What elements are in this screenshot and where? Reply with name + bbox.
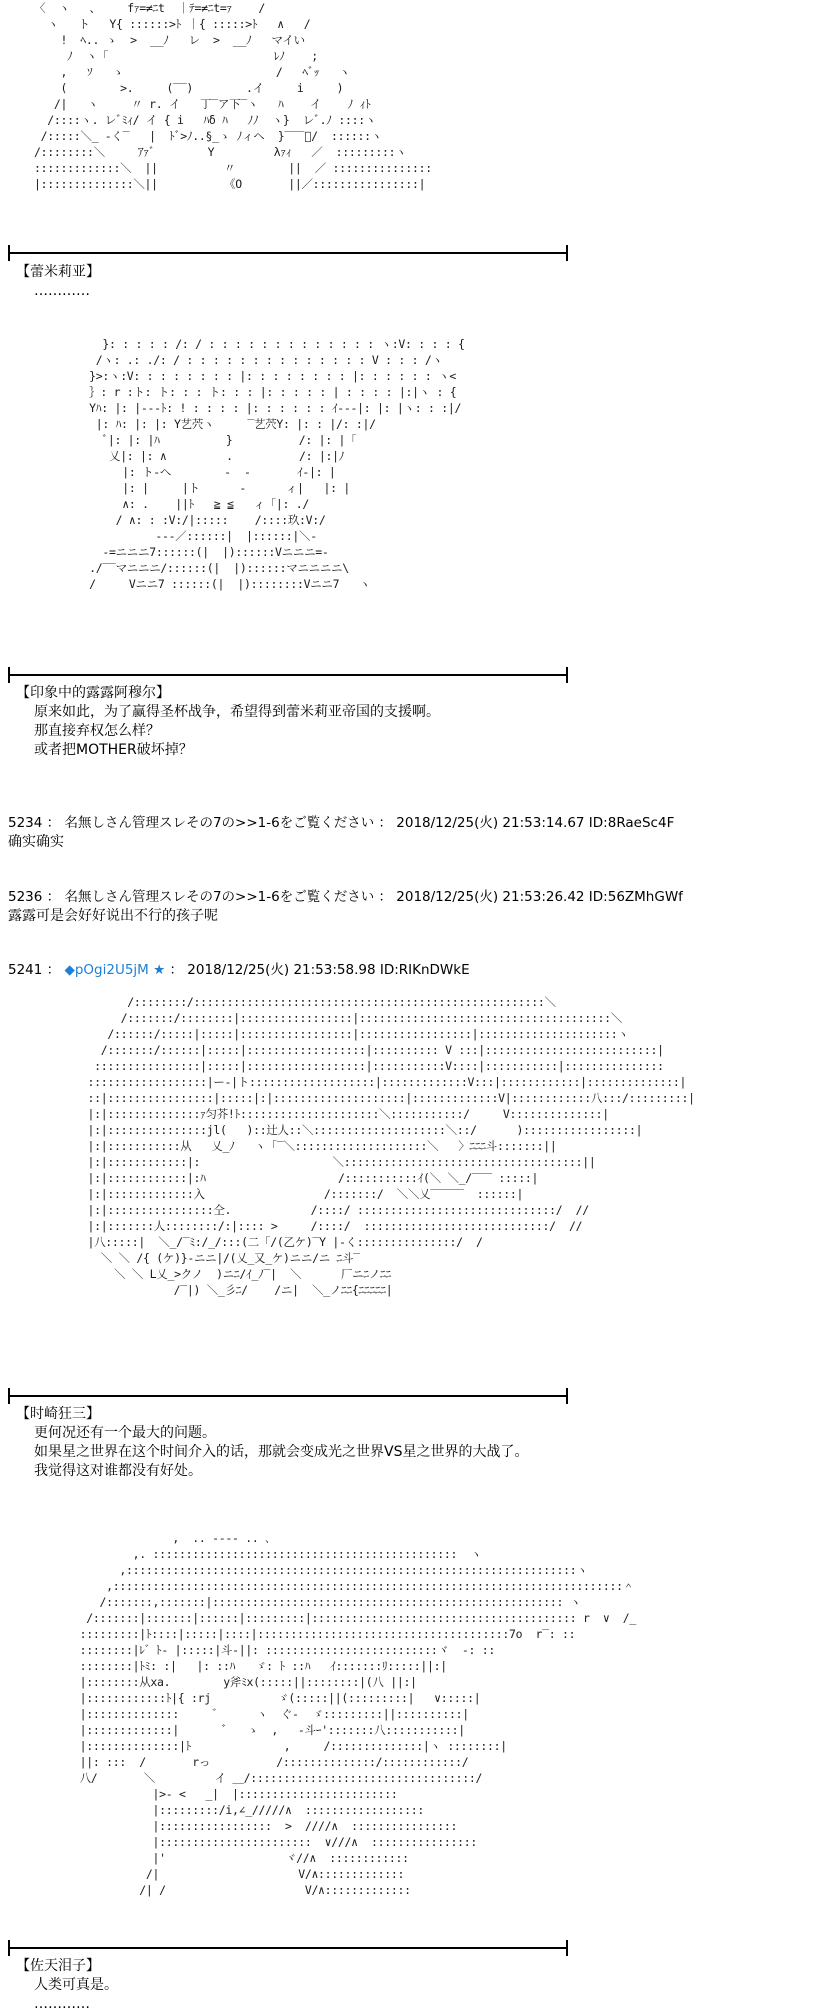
post-body: 露露可是会好好说出不行的孩子呢 (8, 908, 218, 924)
post-header: 5236 ： 名無しさん管理スレその7の>>1-6をご覧ください ： 2018/12/25(火) 21:53:26.42 ID:56ZMhGWf (8, 889, 683, 905)
thread-post (8, 814, 674, 852)
dialogue-line: 原来如此，为了赢得圣杯战争，希望得到蕾米莉亚帝国的支援啊。 (34, 704, 440, 720)
post-body: 确实确实 (8, 834, 64, 850)
author-trip-link[interactable]: ◆pOgi2U5jM (64, 962, 149, 978)
dialogue-line: 如果星之世界在这个时间介入的话，那就会变成光之世界VS星之世界的大战了。 (34, 1444, 529, 1460)
divider-left-tick (8, 1388, 10, 1404)
ascii-art-lelouch: }: : : : : /: / : : : : : : : : : : : : : ヽ:V: : : : { /ヽ: .: ./: / : : : : : : : : : : : : : : V : : : /ヽ }>:ヽ:V: : : : : : : : |: : : : : : : : |: : : : : : ヽ< ｝: r :ト: ト: : : ト: : : |: : : : : | : : : : |:|ヽ : { Yﾊ: |: |‐‐‐ﾄ: ! : : : : |: : : : : : ｲ‐‐‐|: |: |ヽ: : :|/ |: ﾊ: |: |: Y艺茓ヽ ‾艺茓Y: |: : |/: :|/ ﾞ|: |: |ﾊ } /: |: |「 乂|: |: ∧ . /: |:|ﾉ |: ト‐へ - - ｲ‐|: | |: | |ト - ィ| |: | ∧: . ||ﾄ ≧ ≦ ィ「|: ./ / ∧: : :V:/|::::: /::::玖:V:/ ‐‐‐／::::::| |::::::|＼‐ -=ニニニ7::::::(| |)::::::Vニニニ=- ./‾‾マニニニ/::::::(| |)::::::マニニニニ\ / Vニニ7 ::::::(| |)::::::::Vニニ7 ヽ (89, 337, 465, 591)
divider-left-tick (8, 667, 10, 683)
frame-divider (8, 252, 568, 254)
divider-right-tick (566, 667, 568, 683)
dialogue-lines (34, 1424, 528, 1481)
dialogue-line: 那直接弃权怎么样？ (34, 723, 160, 739)
thread-post (8, 888, 683, 926)
dialogue-lines (34, 282, 90, 301)
divider-left-tick (8, 1940, 10, 1956)
dialogue-line: ………… (34, 283, 90, 299)
speaker-name: 【时崎狂三】 (16, 1406, 100, 1422)
divider-left-tick (8, 245, 10, 261)
dialogue-lines (34, 1976, 118, 2014)
dialogue-line: 人类可真是。 (34, 1977, 118, 1993)
dialogue-line: ………… (34, 1996, 90, 2012)
divider-right-tick (566, 1940, 568, 1956)
divider-right-tick (566, 245, 568, 261)
ascii-art-saten: , .. ‐‐‐‐ .. ､ ,. :::::::::::::::::::::::::::::::::::::::::::::: ヽ ,::::::::::::::::::::::::::::::::::::::::::::::::::::::::::::::::::::ヽ ,:::::::::::::::::::::::::::::::::::::::::::::::::::::::::::::::::::::::::::::＾ /:::::::,:::::::|::::::::::::::::::::::::::::::::::::::::::::::::::::: ヽ /:::::::|:::::::|::::::|:::::::::|:::::::::::::::::::::::::::::::::::::::: r ∨ /_ :::::::::|ﾄ::::|:::::|::::|::::::::::::::::::::::::::::::::::::::7o r‾: :: ::::::::|ﾚ゛ﾄ‐ |:::::|斗‐||: ::::::::::::::::::::::::::ヾ ‐: :: ::::::::|ﾄﾐ: :| |: ::ﾊ ゞ: ﾄ ::ﾊ ｲ:::::::ﾘ:::::||:| |::::::::从xa. y斧ﾐx(:::::||::::::::|(八 ||:| |::::::::::::ﾄ|{ :rj ゞ(:::::||(:::::::::| ∨:::::| |:::::::::::::: ゛ ヽ ぐ‐ ゞ:::::::::||::::::::::| |:::::::::::::| ﾞ ゝ , ‐斗ｰ':::::::八:::::::::::| |::::::::::::::|ﾄ , /::::::::::::::|ヽ ::::::::| ||: ::: / rっ /::::::::::::::/::::::::::::/ 八/ ＼ イ ＿/::::::::::::::::::::::::::::::::::/ |>‐ < _| |:::::::::::::::::::::::: |:::::::::/i,∠_/////∧ :::::::::::::::::: |::::::::::::::::: > ////∧ :::::::::::::::: |::::::::::::::::::::::: ∨///∧ :::::::::::::::: |' ヾ//∧ :::::::::::: /| V/∧::::::::::::: /| / V/∧::::::::::::: (79, 1531, 636, 1897)
ascii-art-kurumi: /::::::::/:::::::::::::::::::::::::::::::::::::::::::::::::::::＼ /:::::::/::::::::|:::::::::::::::::|::::::::::::::::::::::::::::::::::::::＼ /::::::/:::::|:::::|:::::::::::::::::|:::::::::::::::::|:::::::::::::::::::::ヽ /:::::::/::::::|:::::|::::::::::::::::::|:::::::::: V :::|::::::::::::::::::::::::::| ::::::::::::::::|:::::|::::::::::::::::::|:::::::::::V::::|:::::::::::|::::::::::::::: ::::::::::::::::::|ー‐|ト:::::::::::::::::::|:::::::::::::V:::|::::::::::::|::::::::::::::| ::|::::::::::::::::|:::::|:|::::::::::::::::::::|:::::::::::::V|::::::::::::八:::/:::::::::| |:|::::::::::::::ｧ匀芥!ﾄ:::::::::::::::::::::＼:::::::::::/ V::::::::::::::| |:|:::::::::::::::jl( )::辻人::＼::::::::::::::::::::＼::/ ):::::::::::::::::| |:|:::::::::::从 乂_ﾉ ヽ「‾＼::::::::::::::::::::＼ 〉ﾆﾆﾆ斗:::::::|| |:|::::::::::::|: ＼::::::::::::::::::::::::::::::::::::|| |:|::::::::::::|:ﾊ /:::::::::::ｲ(＼ ＼_/‾‾‾ :::::| |:|:::::::::::::入 /:::::::/ ＼＼乂‾‾‾‾‾ ::::::| |:|::::::::::::::::仝. /::::/ ::::::::::::::::::::::::::::::/ // |:|:::::::人::::::::/:|:::: > /::::/ ::::::::::::::::::::::::::::/ // |八:::::| ＼_/‾ﾐ:/_/:::(二「/(乙ケ)‾Y |‐く:::::::::::::::/ / ＼ ＼ /{ (ケ)}‐ニニ|/(乂_又_ケ)ニニ/ニ ﾆ斗‾ ＼ ＼ L乂_>クノ )ニﾆ/ｲ_ﾉ‾| ＼ 厂ニﾆノﾆﾆ /‾|) ＼_彡ﾆ/ /ニ| ＼_ノﾆﾆ{ﾆﾆﾆﾆﾆ| (87, 995, 695, 1297)
dialogue-line: 更何况还有一个最大的问题。 (34, 1425, 216, 1441)
speaker-name: 【佐天泪子】 (16, 1958, 100, 1974)
ascii-art-remilia: 〈 ヽ 、 fｧ=≠ﾆt ｜ﾃ=≠ﾆt=ｧ / ヽ ト Y{ ::::::>ﾄ ｜{ :::::>ﾄ ∧ / ! ﾍ.. ゝ > __ﾉ レ > __ﾉ マイい ﾉ ヽ「 ﾚﾉ ; , ｿ ゝ / ﾍﾞｯ ヽ ( >. (‾‾) .イ i ) /| ヽ 〃 r. イ 丁‾ア下‾ヽ ﾊ イ ﾉ ｨﾄ /::::ヽ. レﾞﾐｨ/ イ { i ﾊδ ﾊ ﾉﾉ ヽ} レﾞ.ﾉ ::::ヽ /:::::＼_ ‐く‾ | ﾄﾞ>ﾉ..§_ゝ ﾉィヘ }‾‾‾ﾞ/ ::::::ヽ /::::::::＼ ｱｧﾞ Y λｧｨ ／ :::::::::ヽ :::::::::::::＼ || 〃 || ／ ::::::::::::::: |::::::::::::::＼|| 《O ||／::::::::::::::::| (34, 1, 432, 191)
frame-divider (8, 674, 568, 676)
dialogue-line: 我觉得这对谁都没有好处。 (34, 1463, 202, 1479)
speaker-name: 【蕾米莉亚】 (16, 264, 100, 280)
divider-right-tick (566, 1388, 568, 1404)
dialogue-lines (34, 703, 440, 760)
post-meta: ： 2018/12/25(火) 21:53:58.98 ID:RIKnDWkE (169, 962, 470, 978)
star-icon: ★ (153, 962, 166, 978)
author-post-header (8, 961, 470, 980)
post-number: 5241 ： (8, 962, 61, 978)
dialogue-line: 或者把MOTHER破坏掉？ (34, 742, 193, 758)
speaker-name: 【印象中的露露阿穆尔】 (16, 685, 170, 701)
frame-divider (8, 1395, 568, 1397)
frame-divider (8, 1947, 568, 1949)
post-header: 5234 ： 名無しさん管理スレその7の>>1-6をご覧ください ： 2018/12/25(火) 21:53:14.67 ID:8RaeSc4F (8, 815, 675, 831)
